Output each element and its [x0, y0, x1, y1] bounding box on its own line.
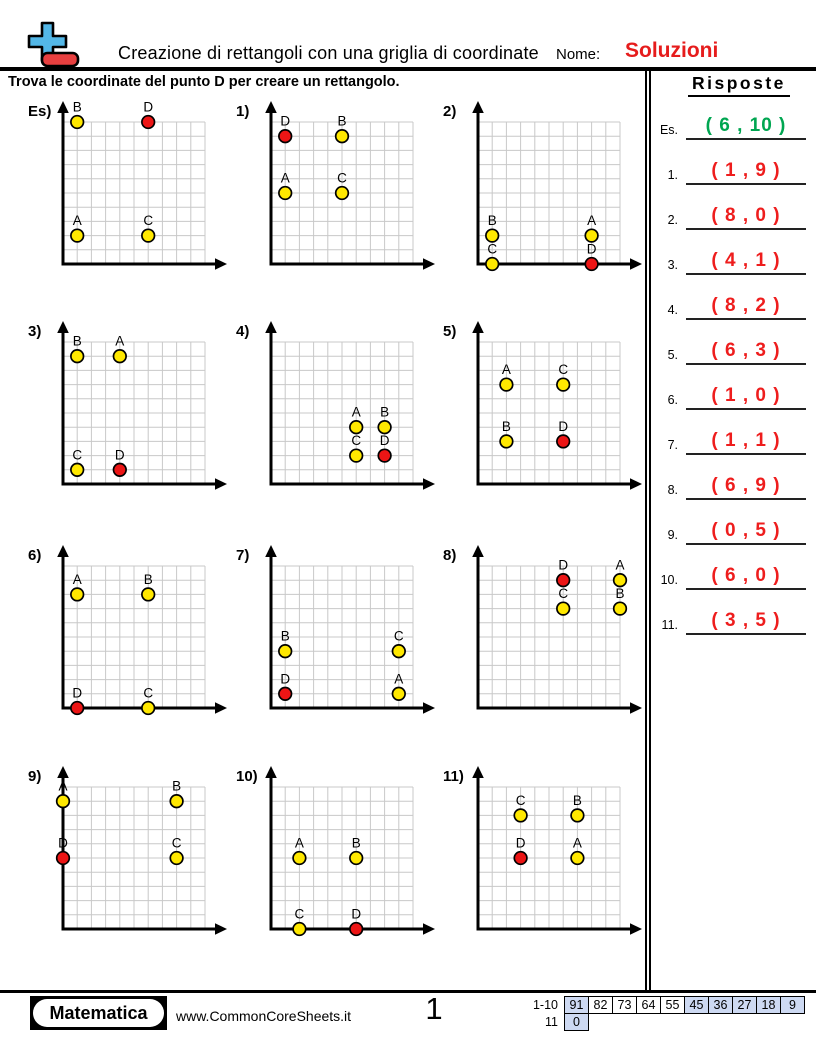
- point-B: [336, 130, 349, 143]
- point-label-C: C: [143, 685, 154, 701]
- point-A: [500, 378, 513, 391]
- point-label-D: D: [351, 906, 362, 922]
- student-name-value: Soluzioni: [625, 39, 719, 62]
- answer-value-5: ( 6 , 3 ): [686, 338, 806, 365]
- point-label-B: B: [72, 99, 82, 115]
- header-divider: [0, 67, 816, 71]
- coordinate-grid-11: [464, 763, 646, 947]
- point-label-D: D: [143, 99, 154, 115]
- coordinate-grid-9: [49, 763, 231, 947]
- x-axis-arrow-icon: [630, 923, 642, 935]
- point-D: [557, 574, 570, 587]
- answer-value-11: ( 3 , 5 ): [686, 608, 806, 635]
- point-label-B: B: [172, 778, 182, 794]
- point-D: [57, 852, 70, 865]
- point-label-C: C: [487, 241, 498, 257]
- point-C: [293, 923, 306, 936]
- y-axis-arrow-icon: [57, 545, 69, 557]
- point-B: [571, 809, 584, 822]
- footer-divider: [0, 990, 816, 993]
- point-label-A: A: [501, 362, 511, 378]
- point-D: [114, 464, 127, 477]
- point-A: [293, 852, 306, 865]
- point-label-D: D: [558, 557, 569, 573]
- problem-grid-es: [49, 98, 231, 282]
- problem-label-8: 8): [443, 547, 457, 564]
- point-B: [350, 852, 363, 865]
- problem-label-11: 11): [443, 768, 464, 785]
- point-label-C: C: [294, 906, 305, 922]
- x-axis-arrow-icon: [630, 478, 642, 490]
- point-D: [557, 435, 570, 448]
- answer-number-7: 7.: [667, 438, 678, 452]
- problem-label-5: 5): [443, 323, 457, 340]
- x-axis-arrow-icon: [423, 702, 435, 714]
- answer-number-10: 10.: [660, 573, 678, 587]
- coordinate-grid-4: [257, 318, 439, 502]
- coordinate-grid-6: [49, 542, 231, 726]
- answer-number-Es: Es.: [659, 123, 678, 137]
- point-B: [500, 435, 513, 448]
- y-axis-arrow-icon: [472, 101, 484, 113]
- answer-value-Es: ( 6 , 10 ): [686, 113, 806, 140]
- coordinate-grid-10: [257, 763, 439, 947]
- point-D: [585, 258, 598, 271]
- problem-label-9: 9): [28, 768, 42, 785]
- point-label-A: A: [351, 404, 361, 420]
- answer-value-6: ( 1 , 0 ): [686, 383, 806, 410]
- point-C: [486, 258, 499, 271]
- point-label-B: B: [380, 404, 390, 420]
- point-D: [279, 130, 292, 143]
- coordinate-grid-1: [257, 98, 439, 282]
- point-C: [393, 645, 406, 658]
- answer-number-8: 8.: [667, 483, 678, 497]
- problem-grid-5: [464, 318, 646, 502]
- x-axis-arrow-icon: [630, 258, 642, 270]
- point-label-B: B: [487, 213, 497, 229]
- score-cell-0: 0: [564, 1013, 589, 1031]
- answer-number-4: 4.: [667, 303, 678, 317]
- problem-label-6: 6): [28, 547, 42, 564]
- score-cell-91: 91: [564, 996, 589, 1014]
- point-label-B: B: [572, 792, 582, 808]
- x-axis-arrow-icon: [215, 923, 227, 935]
- score-cell-18: 18: [756, 996, 781, 1014]
- point-label-D: D: [586, 241, 597, 257]
- problem-grid-2: [464, 98, 646, 282]
- point-label-B: B: [280, 628, 290, 644]
- point-A: [279, 187, 292, 200]
- point-label-B: B: [337, 113, 347, 129]
- coordinate-grid-8: [464, 542, 646, 726]
- point-A: [114, 350, 127, 363]
- score-row-label-11: 11: [545, 1015, 558, 1029]
- point-label-A: A: [115, 333, 125, 349]
- point-label-A: A: [58, 778, 68, 794]
- score-cell-55: 55: [660, 996, 685, 1014]
- point-label-C: C: [558, 586, 569, 602]
- x-axis-arrow-icon: [215, 702, 227, 714]
- score-cell-45: 45: [684, 996, 709, 1014]
- problem-grid-3: [49, 318, 231, 502]
- point-label-C: C: [558, 362, 569, 378]
- point-label-C: C: [393, 628, 404, 644]
- page-title: Creazione di rettangoli con una griglia di coordinate: [118, 43, 539, 63]
- problem-label-7: 7): [236, 547, 250, 564]
- point-label-A: A: [615, 557, 625, 573]
- point-D: [514, 852, 527, 865]
- answer-number-2: 2.: [667, 213, 678, 227]
- point-label-D: D: [558, 418, 569, 434]
- coordinate-grid-es: [49, 98, 231, 282]
- point-D: [71, 702, 84, 715]
- y-axis-arrow-icon: [472, 766, 484, 778]
- point-label-C: C: [515, 792, 526, 808]
- point-C: [557, 602, 570, 615]
- problem-grid-1: [257, 98, 439, 282]
- instruction-text: Trova le coordinate del punto D per creare un rettangolo.: [8, 74, 400, 90]
- problem-grid-10: [257, 763, 439, 947]
- y-axis-arrow-icon: [265, 321, 277, 333]
- answer-number-3: 3.: [667, 258, 678, 272]
- point-label-D: D: [72, 685, 83, 701]
- x-axis-arrow-icon: [423, 923, 435, 935]
- x-axis-arrow-icon: [423, 258, 435, 270]
- answer-number-6: 6.: [667, 393, 678, 407]
- problem-grid-8: [464, 542, 646, 726]
- answer-value-3: ( 4 , 1 ): [686, 248, 806, 275]
- point-A: [393, 688, 406, 701]
- point-A: [350, 421, 363, 434]
- point-label-D: D: [58, 835, 68, 851]
- point-label-A: A: [72, 571, 82, 587]
- score-cell-82: 82: [588, 996, 613, 1014]
- point-label-B: B: [72, 333, 82, 349]
- point-label-A: A: [72, 213, 82, 229]
- brand-logo: [30, 996, 167, 1030]
- point-C: [514, 809, 527, 822]
- answer-value-4: ( 8 , 2 ): [686, 293, 806, 320]
- point-A: [585, 229, 598, 242]
- problem-grid-4: [257, 318, 439, 502]
- coordinate-grid-3: [49, 318, 231, 502]
- answer-value-10: ( 6 , 0 ): [686, 563, 806, 590]
- problem-label-2: 2): [443, 103, 457, 120]
- point-D: [142, 116, 155, 129]
- brand-logo-label: Matematica: [33, 999, 164, 1027]
- answers-title: Risposte: [688, 73, 790, 97]
- score-cell-64: 64: [636, 996, 661, 1014]
- x-axis-arrow-icon: [215, 258, 227, 270]
- name-label: Nome:: [556, 46, 601, 63]
- point-C: [142, 702, 155, 715]
- point-B: [486, 229, 499, 242]
- point-label-D: D: [515, 835, 526, 851]
- problem-label-4: 4): [236, 323, 250, 340]
- problem-label-3: 3): [28, 323, 42, 340]
- point-A: [71, 588, 84, 601]
- point-B: [614, 602, 627, 615]
- plus-minus-logo-icon: [27, 21, 81, 69]
- score-cell-9: 9: [780, 996, 805, 1014]
- point-C: [142, 229, 155, 242]
- point-label-A: A: [394, 671, 404, 687]
- point-label-C: C: [72, 447, 83, 463]
- point-A: [71, 229, 84, 242]
- problem-grid-7: [257, 542, 439, 726]
- y-axis-arrow-icon: [265, 101, 277, 113]
- answer-number-11: 11.: [661, 618, 678, 632]
- point-B: [71, 350, 84, 363]
- point-D: [350, 923, 363, 936]
- x-axis-arrow-icon: [215, 478, 227, 490]
- point-label-A: A: [587, 213, 597, 229]
- score-cell-36: 36: [708, 996, 733, 1014]
- point-D: [378, 449, 391, 462]
- point-label-D: D: [280, 113, 291, 129]
- point-label-C: C: [143, 213, 154, 229]
- score-row-label-1-10: 1-10: [532, 998, 558, 1012]
- point-C: [71, 464, 84, 477]
- point-label-D: D: [280, 671, 291, 687]
- point-A: [571, 852, 584, 865]
- point-B: [378, 421, 391, 434]
- y-axis-arrow-icon: [57, 101, 69, 113]
- point-label-D: D: [114, 447, 125, 463]
- point-label-C: C: [337, 170, 347, 186]
- problem-label-es: Es): [28, 103, 52, 120]
- answer-value-8: ( 6 , 9 ): [686, 473, 806, 500]
- x-axis-arrow-icon: [423, 478, 435, 490]
- y-axis-arrow-icon: [57, 766, 69, 778]
- problem-label-1: 1): [236, 103, 250, 120]
- point-C: [170, 852, 183, 865]
- answer-number-1: 1.: [667, 168, 678, 182]
- problem-label-10: 10): [236, 768, 258, 785]
- point-D: [279, 688, 292, 701]
- y-axis-arrow-icon: [472, 545, 484, 557]
- answer-value-9: ( 0 , 5 ): [686, 518, 806, 545]
- point-C: [336, 187, 349, 200]
- point-B: [71, 116, 84, 129]
- answer-number-9: 9.: [667, 528, 678, 542]
- point-label-C: C: [171, 835, 182, 851]
- point-A: [614, 574, 627, 587]
- point-B: [170, 795, 183, 808]
- y-axis-arrow-icon: [472, 321, 484, 333]
- point-C: [557, 378, 570, 391]
- page-number: 1: [425, 991, 443, 1026]
- answer-value-1: ( 1 , 9 ): [686, 158, 806, 185]
- coordinate-grid-5: [464, 318, 646, 502]
- problem-grid-9: [49, 763, 231, 947]
- point-label-A: A: [294, 835, 304, 851]
- y-axis-arrow-icon: [265, 545, 277, 557]
- point-C: [350, 449, 363, 462]
- y-axis-arrow-icon: [265, 766, 277, 778]
- score-cell-27: 27: [732, 996, 757, 1014]
- coordinate-grid-2: [464, 98, 646, 282]
- point-label-A: A: [280, 170, 290, 186]
- point-label-B: B: [501, 418, 511, 434]
- point-B: [142, 588, 155, 601]
- point-label-A: A: [572, 835, 582, 851]
- point-B: [279, 645, 292, 658]
- point-A: [57, 795, 70, 808]
- point-label-B: B: [143, 571, 153, 587]
- point-label-D: D: [379, 433, 390, 449]
- x-axis-arrow-icon: [630, 702, 642, 714]
- answer-value-2: ( 8 , 0 ): [686, 203, 806, 230]
- problem-grid-11: [464, 763, 646, 947]
- y-axis-arrow-icon: [57, 321, 69, 333]
- score-cell-73: 73: [612, 996, 637, 1014]
- point-label-B: B: [615, 586, 625, 602]
- website-link: www.CommonCoreSheets.it: [176, 1008, 352, 1024]
- point-label-C: C: [351, 433, 362, 449]
- answer-value-7: ( 1 , 1 ): [686, 428, 806, 455]
- problem-grid-6: [49, 542, 231, 726]
- point-label-B: B: [351, 835, 361, 851]
- answer-number-5: 5.: [667, 348, 678, 362]
- coordinate-grid-7: [257, 542, 439, 726]
